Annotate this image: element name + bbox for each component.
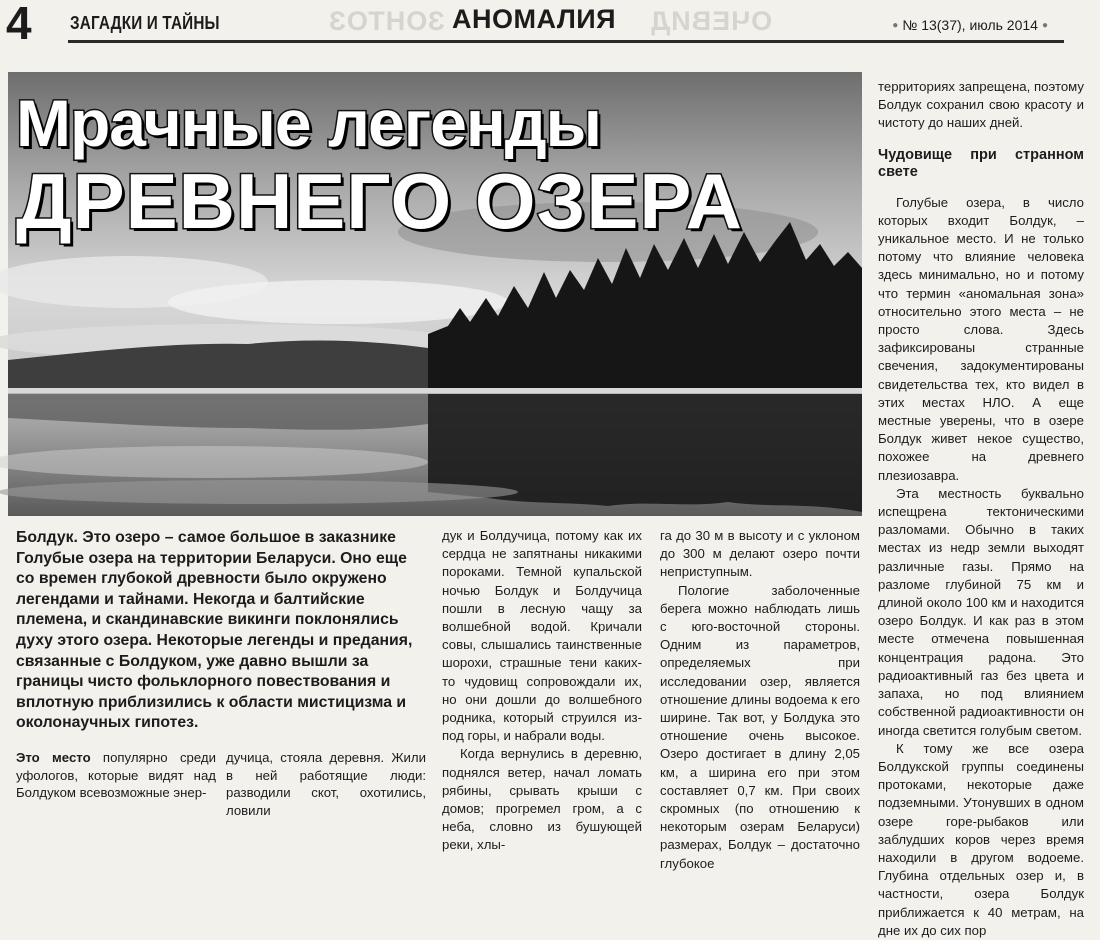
text-column-5 <box>878 78 1084 940</box>
bleed-through-text: ЗОНТОЗ <box>328 6 445 36</box>
page-number: 4 <box>6 0 32 49</box>
bleed-through-text: ОЧЕВИД <box>650 6 773 36</box>
paragraph: Когда вернулись в деревню, поднялся ветер, начал ломать рябины, срывать крыши с домов; прогремел гром, а с неба, словно из бушующей реки, хлы- <box>442 746 642 853</box>
section-title: АНОМАЛИЯ <box>452 4 617 34</box>
page-header <box>0 0 1100 49</box>
issue-number: № 13(37), июль 2014 <box>902 17 1038 33</box>
paragraph: территориях запрещена, поэтому Болдук сохранил свою красоту и чистоту до наших дней. <box>878 79 1084 131</box>
article-lead: Болдук. Это озеро – самое большое в заказнике Голубые озера на территории Беларуси. Оно еще со времен глубокой древности было окружено легендами и тайнами. Некогда и балтийские племена, и скандинавские викинги поклонялись духу этого озера. Некоторые легенды и предания, связанные с Болдуком, уже давно вышли за границы чисто фольклорного повествования и вплотную приблизились к области мистицизма и околонаучных гипотез. <box>16 529 413 732</box>
paragraph: К тому же все озера Болдукской группы соединены протоками, некоторые даже подземными. Утонувших в одном озере горе-рыбаков или заблудших коров через время находили в другом водоеме. Глубина отдельных озер и, в частности, озера Болдук приближается к 40 метрам, на дне их до сих пор <box>878 740 1084 938</box>
issue-info <box>888 17 1052 33</box>
rubric-title: ЗАГАДКИ И ТАЙНЫ <box>70 13 220 33</box>
paragraph: дук и Болдучица, потому как их сердца не запятнаны никакими пороками. Темной купальской ночью Болдук и Болдучица пошли в лесную чащу за волшебной водой. Кричали совы, слышались таинственные шорохи, страшные тени каких-то чудовищ сопровождали их, но они дошли до волшебного родника, который струился из-под горы, и набрали воды. <box>442 528 642 744</box>
headline-line-1: Мрачные легенды <box>16 86 602 160</box>
text-column-3 <box>442 527 642 855</box>
body-text: популярно среди уфологов, которые видят над Болдуком всевозможные энер- <box>16 750 216 800</box>
body-column-1 <box>16 749 216 802</box>
bullet-icon: ● <box>1041 20 1048 31</box>
spacer <box>878 181 1084 194</box>
article-headline <box>16 86 856 245</box>
body-column-2: дучица, стояла деревня. Жили в ней работящие люди: разводили скот, охотились, ловили <box>226 750 426 818</box>
run-in-heading: Это место <box>16 750 91 765</box>
bullet-icon: ● <box>892 20 899 31</box>
paragraph: га до 30 м в высоту и с уклоном до 300 м делают озеро почти неприступным. <box>660 528 860 580</box>
subheading: Чудовище при странном свете <box>878 146 1084 180</box>
paragraph: Голубые озера, в число которых входит Болдук, – уникальное место. И не только потому что влияние человека здесь минимально, но и потому что термин «аномальная зона» относительно этого места – не просто слова. Здесь зафиксированы странные свечения, задокументированы свидетельства тех, кто видел в этих местах НЛО. А еще местные уверены, что в озере Болдук живет некое существо, похожее на древнего плезиозавра. <box>878 194 1084 483</box>
paragraph: Эта местность буквально испещрена тектоническими разломами. Обычно в таких местах из недр земли выходят различные газы. Прямо на разломе глубиной 75 км и длиной около 100 км и находится озеро Болдук. И как раз в этом месте отмечена повышенная концентрация радона. Это радиоактивный газ без цвета и запаха, но под влиянием собственной радиоактивности он иногда светится голубым светом. <box>878 485 1084 738</box>
paragraph: Пологие заболоченные берега можно наблюдать лишь с юго-восточной стороны. Одним из параметров, определяемых при исследовании озер, является отношение длины водоема к его ширине. Так вот, у Болдука это отношение очень высокое. Озеро достигает в длину 2,05 км, а ширина его при этом составляет 0,7 км. При своих скромных (по отношению к некоторым озерам Беларуси) размерах, Болдук – достаточно глубокое <box>660 582 860 871</box>
headline-line-2: ДРЕВНЕГО ОЗЕРА <box>16 157 743 245</box>
header-rule <box>68 40 1064 43</box>
text-column-4 <box>660 527 860 873</box>
